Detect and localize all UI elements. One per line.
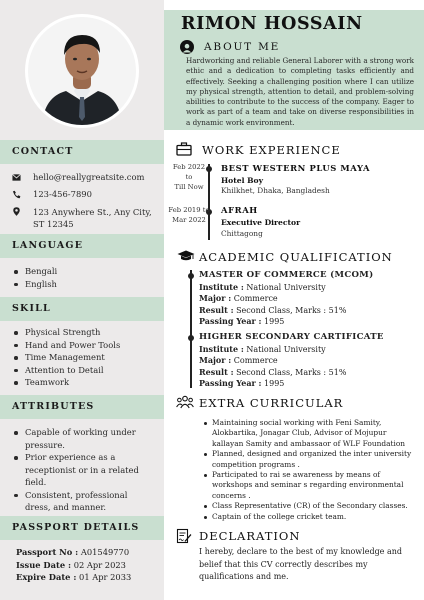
page-title: RIMON HOSSAIN — [181, 14, 363, 34]
declaration-text: I hereby, declare to the best of my knowledge and belief that this CV correctly describes my qualifications and me. — [199, 547, 403, 581]
person-portrait-icon — [28, 17, 136, 125]
passport-number-label: Passport No : — [16, 547, 79, 557]
institute-label: Institute : — [199, 343, 244, 354]
declaration-title: DECLARATION — [199, 529, 301, 543]
education-item — [199, 332, 384, 390]
year-value: 1995 — [264, 379, 285, 388]
job-date-start: Feb 2019 to — [168, 206, 210, 214]
list-item: Attention to Detail — [13, 364, 120, 377]
major-row — [199, 293, 373, 305]
result-value: Second Class, Marks : 51% — [236, 367, 347, 377]
expire-date-value: 01 Apr 2033 — [79, 572, 132, 582]
major-value: Commerce — [233, 294, 278, 303]
passport-number-value: A01549770 — [80, 547, 130, 557]
result-label: Result : — [199, 304, 234, 315]
list-item: Capable of working under pressure. — [13, 426, 153, 451]
about-text: Hardworking and reliable General Laborer with a strong work ethic and a dedication to completing tasks efficiently and effectively. Seeking a challenging position where I can utilize my physical strength, attention to detail, and problem-solving abilities to contribute to the success of the company. Eager to work as part of a team and take on diverse responsibilities in a dynamic work environment. — [186, 56, 415, 127]
job-company: BEST WESTERN PLUS MAYA — [221, 163, 371, 173]
contact-phone[interactable]: 123-456-7890 — [33, 189, 92, 199]
job-date — [168, 162, 210, 192]
briefcase-icon — [176, 142, 192, 156]
work-experience-title: WORK EXPERIENCE — [202, 143, 341, 157]
job-company: AFRAH — [221, 205, 258, 215]
result-row — [199, 305, 373, 317]
year-row — [199, 378, 384, 390]
education-timeline — [190, 270, 192, 388]
user-icon — [180, 41, 194, 55]
passport-number-row — [16, 546, 131, 559]
issue-date-row — [16, 559, 131, 572]
year-label: Passing Year : — [199, 378, 262, 388]
list-item: Planned, designed and organized the inter university competition programs . — [204, 449, 418, 470]
job-date-end: Mar 2022 — [172, 216, 206, 224]
skill-title: SKILL — [12, 303, 51, 314]
job-role: Hotel Boy — [221, 176, 264, 185]
about-title: ABOUT ME — [204, 41, 281, 53]
extra-curricular-list — [204, 418, 418, 522]
list-item: Hand and Power Tools — [13, 339, 120, 352]
year-row — [199, 316, 373, 328]
contact-address: 123 Anywhere St., Any City, ST 12345 — [33, 207, 152, 229]
extra-curricular-title: EXTRA CURRICULAR — [199, 396, 344, 410]
about-icon — [180, 40, 194, 54]
result-value: Second Class, Marks : 51% — [236, 305, 347, 315]
list-item: Participated to rai se awareness by means of workshops and seminar s regarding environmental concerns . — [204, 470, 418, 501]
issue-date-label: Issue Date : — [16, 559, 72, 570]
attributes-section-header — [0, 395, 164, 419]
timeline-dot — [188, 273, 194, 279]
list-item: Time Management — [13, 351, 120, 364]
list-item: Physical Strength — [13, 326, 120, 339]
team-icon — [176, 395, 194, 409]
language-list — [13, 265, 57, 290]
job-date-end: Till Now — [174, 183, 204, 191]
institute-row — [199, 282, 373, 294]
list-item: Captain of the college cricket team. — [204, 512, 418, 522]
degree-title: MASTER OF COMMERCE (MCOM) — [199, 270, 374, 280]
institute-row — [199, 344, 384, 356]
passport-section-header — [0, 516, 164, 540]
list-item: English — [13, 278, 57, 291]
passport-title: PASSPORT DETAILS — [12, 522, 140, 533]
list-item: Bengali — [13, 265, 57, 278]
language-section-header — [0, 234, 164, 258]
timeline-dot — [188, 335, 194, 341]
institute-value: National University — [246, 282, 326, 292]
job-date-sep: to — [185, 173, 193, 181]
list-item: Prior experience as a receptionist or in a related field. — [13, 451, 153, 489]
skill-section-header — [0, 297, 164, 321]
contact-title: CONTACT — [12, 146, 74, 157]
job-role: Executive Director — [221, 218, 301, 227]
attributes-list — [13, 426, 153, 514]
expire-date-row — [16, 571, 131, 584]
graduation-cap-icon — [177, 250, 195, 262]
list-item: Consistent, professional dress, and manner. — [13, 489, 153, 514]
year-label: Passing Year : — [199, 316, 262, 326]
year-value: 1995 — [264, 317, 285, 326]
major-label: Major : — [199, 293, 232, 303]
degree-title: HIGHER SECONDARY CARTIFICATE — [199, 332, 384, 342]
list-item: Maintaining social working with Feni Samity, Alokbartika, Jonagar Club, Advisor of Mojupur kallayan Samity and ambassaor of WLF Foundation — [204, 418, 418, 449]
result-label: Result : — [199, 366, 234, 377]
attributes-title: ATTRIBUTES — [12, 401, 95, 412]
profile-photo-frame — [25, 14, 139, 128]
language-title: LANGUAGE — [12, 240, 84, 251]
envelope-icon — [12, 173, 21, 182]
academic-title: ACADEMIC QUALIFICATION — [199, 250, 393, 264]
list-item: Class Representative (CR) of the Secondary classes. — [204, 501, 418, 511]
contact-email[interactable]: hello@reallygreatsite.com — [33, 172, 145, 182]
list-item: Teamwork — [13, 376, 120, 389]
major-label: Major : — [199, 355, 232, 365]
major-value: Commerce — [233, 356, 278, 365]
institute-value: National University — [246, 344, 326, 354]
institute-label: Institute : — [199, 281, 244, 292]
job-place: Chittagong — [221, 229, 263, 238]
major-row — [199, 355, 384, 367]
job-date — [166, 205, 212, 225]
expire-date-label: Expire Date : — [16, 572, 77, 582]
issue-date-value: 02 Apr 2023 — [73, 559, 126, 570]
phone-icon — [12, 190, 21, 199]
signature-document-icon — [176, 528, 192, 544]
job-date-start: Feb 2022 — [172, 163, 206, 171]
skill-list — [13, 326, 120, 389]
contact-section-header — [0, 140, 164, 164]
location-pin-icon — [12, 207, 21, 216]
result-row — [199, 367, 384, 379]
profile-photo — [28, 17, 136, 125]
education-item — [199, 270, 373, 328]
passport-details — [16, 546, 131, 584]
job-place: Khilkhet, Dhaka, Bangladesh — [221, 186, 330, 195]
